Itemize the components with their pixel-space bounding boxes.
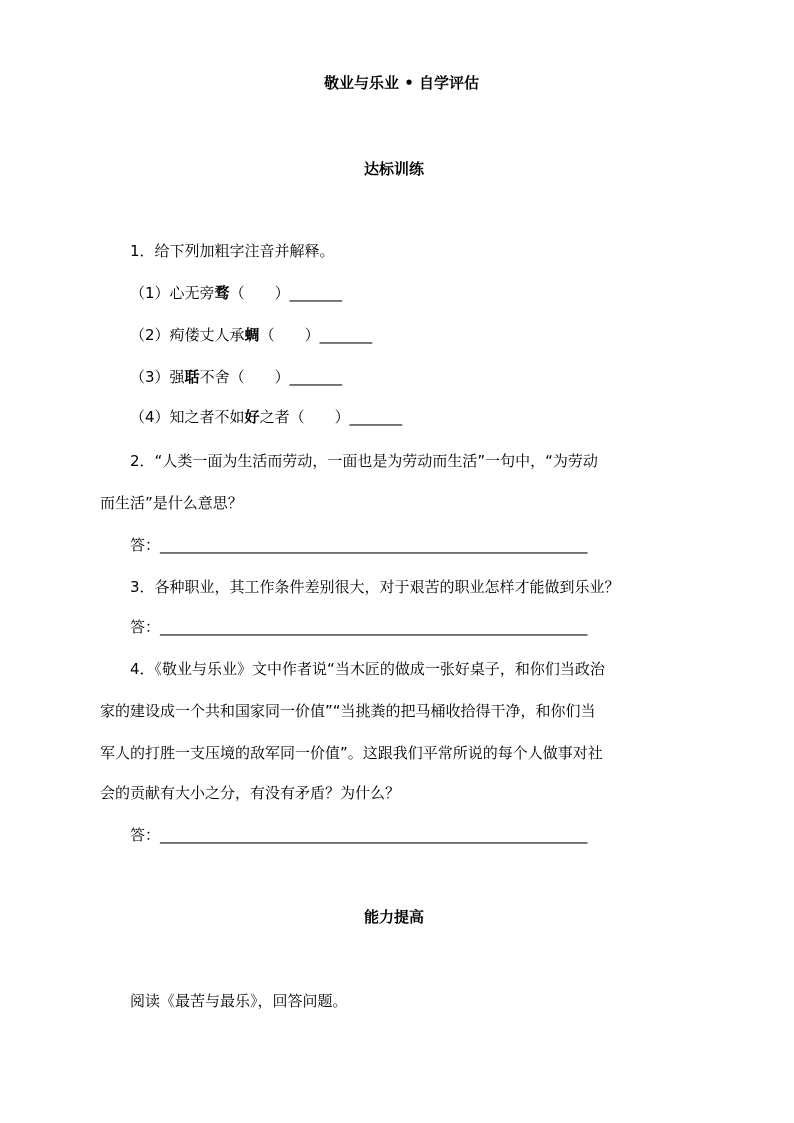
question-1-item-1 [130, 282, 342, 303]
item-prefix: （3）强 [130, 368, 185, 386]
item-prefix: （4）知之者不如 [130, 408, 245, 426]
question-3-answer-line: 答：_________________________________________________________ [130, 618, 588, 636]
bold-char: 聒 [184, 368, 200, 386]
question-2-line-1: 2．“人类一面为生活而劳动，一面也是为劳动而生活”一句中，“为劳动 [130, 452, 598, 470]
question-1-item-4 [130, 406, 402, 427]
section-heading-improvement: 能力提高 [364, 908, 425, 926]
item-suffix: 之者（ ）_______ [259, 408, 403, 426]
question-1-item-2 [130, 324, 372, 345]
document-title: 敬业与乐业 • 自学评估 [324, 74, 480, 92]
section-heading-training: 达标训练 [364, 160, 425, 178]
question-1-item-3 [130, 366, 342, 387]
question-4-line-4: 会的贡献有大小之分，有没有矛盾？为什么？ [100, 784, 401, 802]
item-suffix: 不舍（ ）_______ [199, 368, 343, 386]
reading-instruction: 阅读《最苦与最乐》，回答问题。 [130, 992, 348, 1010]
bold-char: 骛 [214, 284, 230, 302]
question-2-answer-line: 答：_________________________________________________________ [130, 536, 588, 554]
bold-char: 蜩 [244, 326, 260, 344]
question-2-line-2: 而生活”是什么意思？ [100, 494, 243, 512]
question-4-answer-line: 答：_________________________________________________________ [130, 826, 588, 844]
question-4-line-1: 4．《敬业与乐业》文中作者说“当木匠的做成一张好桌子，和你们当政治 [130, 660, 605, 678]
item-suffix: （ ）_______ [229, 284, 343, 302]
item-prefix: （1）心无旁 [130, 284, 215, 302]
question-4-line-3: 军人的打胜一支压境的敌军同一价值”。这跟我们平常所说的每个人做事对社 [100, 744, 603, 762]
bold-char: 好 [244, 408, 260, 426]
item-prefix: （2）痀偻丈人承 [130, 326, 245, 344]
question-1-stem: 1．给下列加粗字注音并解释。 [130, 242, 335, 260]
item-suffix: （ ）_______ [259, 326, 373, 344]
question-3-line-1: 3．各种职业，其工作条件差别很大，对于艰苦的职业怎样才能做到乐业？ [130, 578, 620, 596]
question-4-line-2: 家的建设成一个共和国家同一价值”“当挑粪的把马桶收拾得干净，和你们当 [100, 702, 596, 720]
